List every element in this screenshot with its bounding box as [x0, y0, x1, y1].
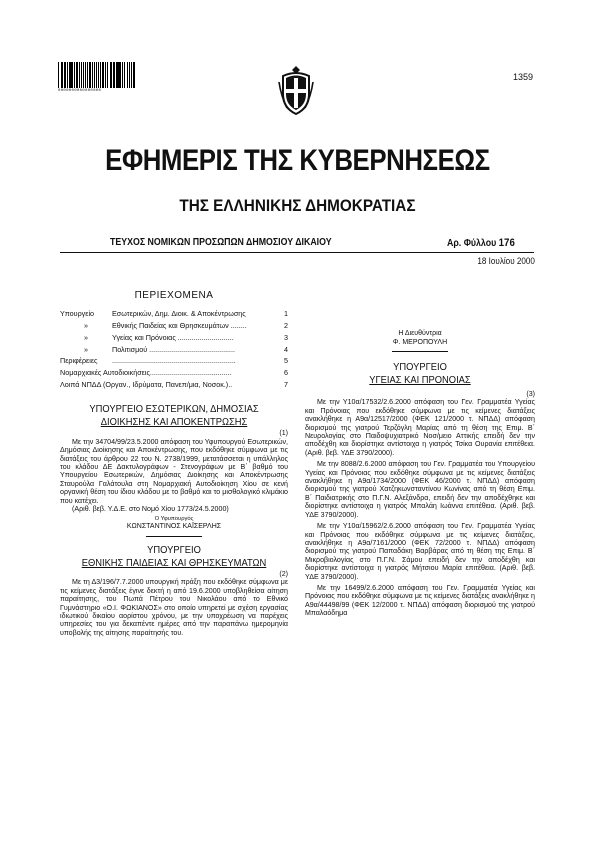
- education-ministry-title-line2: ΕΘΝΙΚΗΣ ΠΑΙΔΕΙΑΣ ΚΑΙ ΘΡΗΣΚΕΥΜΑΤΩΝ: [81, 557, 267, 569]
- toc-row: [60, 344, 288, 356]
- barcode-bar: [133, 62, 135, 88]
- toc-row: [60, 332, 288, 344]
- toc-text: Πολιτισμού ...........................................: [112, 344, 236, 354]
- decision-number: (1): [279, 429, 288, 438]
- toc-key: »: [84, 344, 88, 354]
- decision-reference: (Αριθ. βεβ. Υ.Δ.Ε. στο Νομό Χίου 1773/24.5.2000): [72, 504, 229, 513]
- toc-row: [60, 379, 288, 391]
- toc-page: 7: [284, 379, 288, 389]
- barcode-bar: [96, 62, 97, 88]
- toc-text: ..: [228, 379, 233, 389]
- toc-title: ΠΕΡΙΕΧΟΜΕΝΑ: [134, 290, 214, 301]
- left-column: [60, 292, 288, 637]
- decision-body: Με τη Δ3/196/7.7.2000 υπουργική πράξη που εκδόθηκε σύμφωνα με τις κείμενες διατάξεις έγινε δεκτή η από 19.6.2000 υποβληθείσα αίτηση παραίτησης, του Πωπά Πέτρου του Νικολάου από το Εθνικό Γυμνάστηριο «Ο.Ι. ΦΩΚΙΑΝΟΣ» στο οποίο υπηρετεί με σχέση εργασίας ιδιωτικού δικαίου αορίστου χρόνου, με την υποχρέωση να παρέχεις υπηρεσίες του για δεκαπέντε ημέρες από την παραπάνω ημερομηνία υποβολής της αίτησης παραίτησής του.: [60, 578, 288, 637]
- toc-key: Περιφέρειες: [60, 356, 98, 366]
- barcode-bar: [105, 62, 106, 88]
- toc-page: 2: [284, 321, 288, 331]
- toc-page: 6: [284, 367, 288, 377]
- barcode-number: 0000000000000000: [58, 89, 102, 93]
- barcode-bar: [58, 62, 59, 88]
- issue-date: 18 Ιουλίου 2000: [477, 256, 535, 266]
- barcode-bar: [87, 62, 88, 88]
- toc-text: Εσωτερικών, Δημ. Διοικ. & Αποκέντρωσης: [112, 309, 246, 319]
- barcode-bar: [124, 62, 125, 88]
- decision-body: Με την 16499/2.6.2000 απόφαση του Γεν. Γραμματέα Υγείας και Πρόνοιας που εκδόθηκε σύμφωνα με τις κείμενες διατάξεις ανακλήθηκε η Α9α/44498/99 (ΦΕΚ 12/2000 τ. ΝΠΔΔ) απόφαση διορισμού της γιατρού Μπαλαόδημα: [305, 583, 535, 618]
- barcode-bar: [79, 62, 80, 88]
- decision-number: (2): [279, 569, 288, 578]
- barcode-bar: [85, 62, 86, 88]
- barcode-bar: [71, 62, 72, 88]
- health-ministry-title-line2: ΥΓΕΙΑΣ ΚΑΙ ΠΡΟΝΟΙΑΣ: [369, 375, 471, 386]
- section-divider: [146, 536, 202, 537]
- barcode-bar: [122, 62, 123, 88]
- toc-row: [60, 367, 288, 379]
- decision-body: Με την 34704/99/23.5.2000 απόφαση του Υφυπουργού Εσωτερικών, Δημόσιας Διοίκησης και Αποκέντρωσης, που εκδόθηκε σύμφωνα με τις διατάξεις του άρθρου 22 του Ν. 2738/1999, μετατάσσεται η υπάλληλος του κλάδου ΔΕ Δακτυλογράφων - Στενογράφων με Β΄ βαθμό του Υπουργείου Εσωτερικών, Δημόσιας Διοίκησης και Αποκέντρωσης Σταυρούλα Γαλάτουλα στη Νομαρχιακή Αυτοδιοίκηση Χίου σε κενή οργανική θέση του ίδιου κλάδου με το βαθμό και το μισθολογικό κλιμάκιο που κατέχει.: [60, 437, 288, 505]
- gazette-title: ΕΦΗΜΕΡΙΣ ΤΗΣ ΚΥΒΕΡΝΗΣΕΩΣ: [105, 144, 490, 177]
- health-ministry-title-line1: ΥΠΟΥΡΓΕΙΟ: [393, 362, 447, 373]
- toc-key: Λοιπά ΝΠΔΔ (Οργαν., Ιδρύματα, Πανεπ/μια, Νοσοκ.): [60, 379, 229, 389]
- toc-text: .........................................: [149, 367, 232, 377]
- right-column: [305, 287, 535, 618]
- barcode-bar: [69, 62, 70, 88]
- sheet-label-text: Αρ. Φύλλου: [447, 238, 497, 249]
- toc-text: Υγείας και Πρόνοιας ............................: [112, 332, 234, 342]
- barcode-bar: [94, 62, 95, 88]
- issue-type: ΤΕΥΧΟΣ ΝΟΜΙΚΩΝ ΠΡΟΣΩΠΩΝ ΔΗΜΟΣΙΟΥ ΔΙΚΑΙΟΥ: [110, 237, 332, 248]
- decision-body: Με την Υ10α/15962/2.6.2000 απόφαση του Γεν. Γραμματέα Υγείας και Πρόνοιας που εκδόθηκε σύμφωνα με τις κείμενες διατάξεις, ανακλήθηκε η Α9α/7161/2000 (ΦΕΚ 72/2000 τ. ΝΠΔΔ) απόφαση διορισμού της γιατρού Παπαδάκη Βαρβάρας από τη θέση της Επιμ. Β΄ Μικροβιολογίας στο Π.Γ.Ν. Σάμου επειδή δεν την αποδέχθη και διορίστηκε αντίστοιχα η γιατρός Μήτσιου Μαρία επιτέθεια. (Αριθ. βεβ. ΥΔΕ 3790/2000).: [305, 522, 535, 581]
- barcode-bar: [102, 62, 104, 88]
- barcode-bar: [61, 62, 62, 88]
- toc-page: 1: [284, 309, 288, 319]
- barcode-bar: [67, 62, 68, 88]
- toc-page: 3: [284, 332, 288, 342]
- barcode-bar: [81, 62, 82, 88]
- decision-number: (3): [526, 390, 535, 398]
- toc-key: Υπουργείο: [60, 309, 95, 319]
- barcode-bar: [110, 62, 111, 88]
- interior-ministry-title-line1: ΥΠΟΥΡΓΕΙΟ ΕΣΩΤΕΡΙΚΩΝ, ΔΗΜΟΣΙΑΣ: [89, 404, 259, 416]
- education-ministry-title-line1: ΥΠΟΥΡΓΕΙΟ: [147, 544, 201, 556]
- barcode-bar: [117, 62, 119, 88]
- signer-role: Η Διευθύντρια: [398, 330, 442, 337]
- toc-row: [60, 320, 288, 332]
- toc-list: [60, 308, 288, 390]
- barcode-bar: [113, 62, 114, 88]
- toc-key: Νομαρχιακές Αυτοδιοικήσεις: [60, 367, 150, 377]
- barcode-bar: [129, 62, 130, 88]
- toc-row: [60, 355, 288, 367]
- page-number: 1359: [512, 72, 533, 82]
- barcode-bar: [64, 62, 66, 88]
- decision-body: Με την Υ10α/17532/2.6.2000 απόφαση του Γεν. Γραμματέα Υγείας και Πρόνοιας που εκδόθηκε σύμφωνα με τις κείμενες διατάξεις ανακλήθηκε η Α9α/12517/2000 (ΦΕΚ 121/2000 τ. ΝΠΔΔ) απόφαση διορισμού της γιατρού Τερζόγλη Μαρίας από τη θέση της Επιμ. Β΄ Νευρολογίας στο Παιδοψυχιατρικό Νοσ/μειο Αττικής επειδή δεν την αποδέχθη και διορίστηκε αντίστοιχα η γιατρός Τσίκα Ουρανία επιτέθεια. (Αριθ. βεβ. ΥΔΕ 3790/2000).: [305, 398, 535, 457]
- barcode-bar: [89, 62, 91, 88]
- signer-name: ΚΩΝΣΤΑΝΤΙΝΟΣ ΚΑΪΣΕΡΛΗΣ: [126, 523, 222, 531]
- barcode-bar: [116, 62, 117, 88]
- barcode-bar: [131, 62, 132, 88]
- barcode-bar: [74, 62, 75, 88]
- toc-row: [60, 308, 288, 320]
- barcode-bar: [62, 62, 63, 88]
- barcode: [58, 62, 136, 88]
- decision-body: Με την 8088/2.6.2000 απόφαση του Γεν. Γραμματέα του Υπουργείου Υγείας και Πρόνοιας που εκδόθηκε σύμφωνα με τις κείμενες διατάξεις ανακλήθηκε η Α9α/1734/2000 (ΦΕΚ 46/2000 τ. ΝΠΔΔ) απόφαση διορισμού της γιατρού Χατζηκωνσταντίνου Κωνίνας από τη θέση Επιμ. Β΄ Παιδιατρικής στο Π.Γ.Ν. Αλεξάνδρα, επειδή δεν την αποδέχθηκε και διορίστηκε αντίστοιχα η γιατρός Μπαλάη Ιωάννα επιτέθεια. (Αριθ. βεβ. ΥΔΕ 3790/2000).: [305, 460, 535, 519]
- barcode-bar: [120, 62, 121, 88]
- toc-key: »: [84, 332, 88, 342]
- barcode-bar: [100, 62, 101, 88]
- sheet-number-label: [447, 237, 515, 249]
- interior-ministry-title-line2: ΔΙΟΙΚΗΣΗΣ ΚΑΙ ΑΠΟΚΕΝΤΡΩΣΗΣ: [100, 417, 248, 429]
- signer-name: Φ. ΜΕΡΟΠΟΥΛΗ: [392, 338, 448, 346]
- toc-key: »: [84, 321, 88, 331]
- republic-subtitle: ΤΗΣ ΕΛΛΗΝΙΚΗΣ ΔΗΜΟΚΡΑΤΙΑΣ: [179, 196, 416, 215]
- coat-of-arms-emblem: [277, 64, 315, 116]
- barcode-bar: [76, 62, 78, 88]
- section-divider: [392, 351, 448, 352]
- toc-page: 4: [284, 344, 288, 354]
- barcode-bar: [92, 62, 93, 88]
- barcode-bar: [83, 62, 84, 88]
- barcode-bar: [98, 62, 99, 88]
- header-rule: [60, 252, 534, 253]
- toc-text: Εθνικής Παιδείας και Θρησκευμάτων ........: [112, 321, 247, 331]
- sheet-number: 176: [498, 237, 515, 249]
- barcode-bar: [111, 62, 112, 88]
- toc-page: 5: [284, 356, 288, 366]
- barcode-bar: [107, 62, 108, 88]
- signer-role: Ο Υφυπουργός: [154, 516, 194, 523]
- barcode-bar: [127, 62, 128, 88]
- toc-text: ..............................................................: [112, 356, 236, 366]
